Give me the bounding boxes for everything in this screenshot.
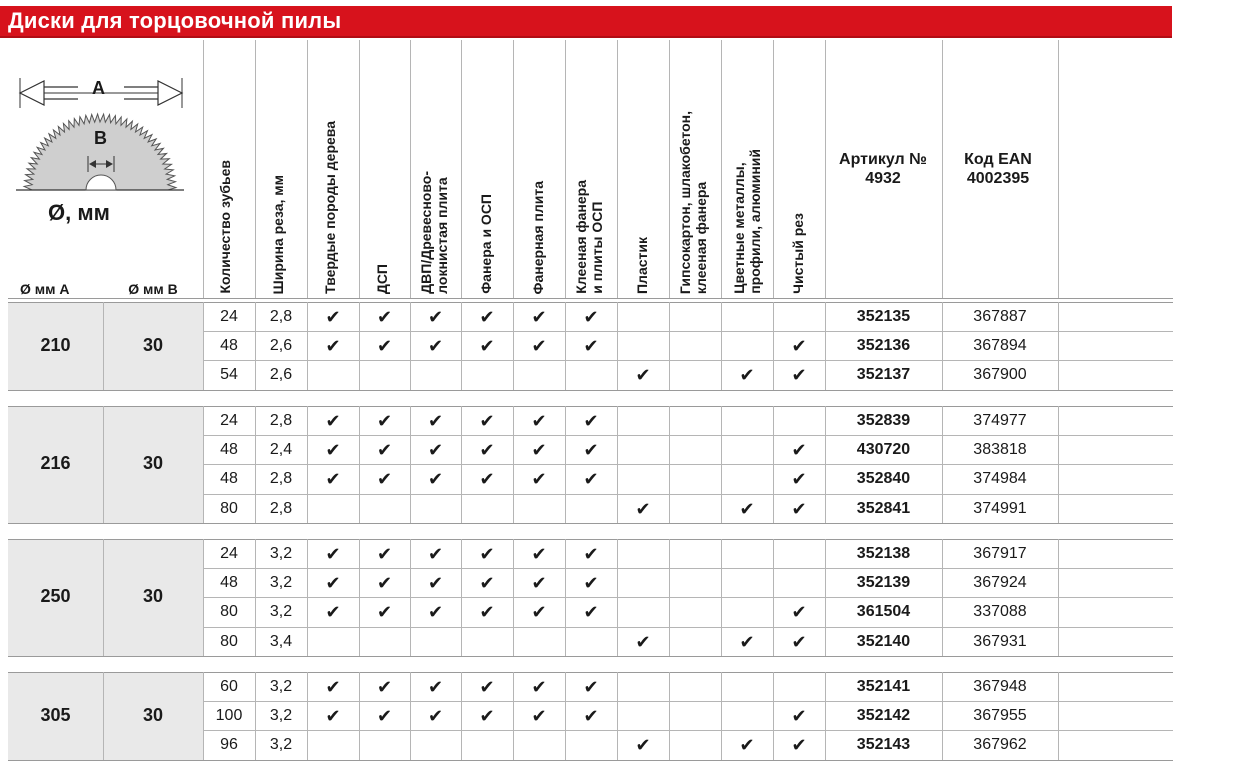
check-icon: ✔	[531, 544, 547, 564]
check-icon: ✔	[583, 307, 599, 327]
page-title: Диски для торцовочной пилы	[8, 8, 342, 33]
article-number: 352141	[856, 678, 911, 695]
check-icon: ✔	[376, 440, 393, 461]
diameter-a-value: 250	[40, 586, 71, 607]
teeth-count: 80	[220, 632, 238, 650]
header-dvp-line2: локнистая плита	[434, 177, 450, 294]
kerf-width: 3,4	[269, 632, 293, 650]
check-icon: ✔	[427, 307, 444, 327]
kerf-width: 3,2	[269, 678, 293, 695]
check-icon: ✔	[531, 440, 547, 461]
check-icon: ✔	[791, 735, 807, 756]
check-icon: ✔	[791, 602, 807, 623]
diameter-b-value: 30	[142, 586, 164, 607]
teeth-count: 24	[220, 308, 238, 325]
check-icon: ✔	[791, 469, 807, 490]
teeth-count: 96	[220, 736, 238, 754]
kerf-width: 2,6	[269, 366, 293, 384]
check-icon: ✔	[583, 411, 599, 431]
teeth-count: 60	[220, 678, 238, 695]
dimension-a-label: A	[92, 78, 105, 98]
check-icon: ✔	[635, 735, 651, 756]
dimension-b-label: B	[94, 128, 107, 148]
header-metals	[731, 149, 763, 294]
check-icon: ✔	[427, 706, 444, 727]
header-plywood-osp: Фанера и ОСП	[478, 194, 494, 294]
ean-code: 374984	[973, 470, 1027, 488]
check-icon: ✔	[479, 307, 495, 327]
check-icon: ✔	[479, 677, 495, 697]
check-icon: ✔	[531, 573, 547, 594]
check-icon: ✔	[635, 498, 651, 519]
check-icon: ✔	[739, 631, 755, 652]
header-dsp: ДСП	[374, 263, 390, 294]
header-gypsum-line2: клееная фанера	[693, 181, 709, 294]
header-dvp	[418, 171, 450, 294]
article-number: 352142	[856, 707, 911, 725]
ean-code: 374977	[973, 412, 1027, 429]
teeth-count: 48	[220, 441, 238, 459]
diameter-group	[8, 302, 1173, 390]
teeth-count: 48	[220, 470, 238, 488]
check-icon: ✔	[479, 440, 495, 461]
kerf-width: 2,4	[269, 441, 293, 459]
kerf-width: 3,2	[269, 574, 293, 592]
ean-code: 367887	[973, 308, 1027, 325]
diameter-group	[8, 539, 1173, 656]
blade-diagram	[10, 72, 190, 225]
check-icon: ✔	[427, 440, 444, 461]
check-icon: ✔	[325, 544, 341, 564]
check-icon: ✔	[427, 336, 444, 357]
check-icon: ✔	[531, 411, 547, 431]
article-number: 361504	[856, 603, 911, 621]
diameter-label: Ø, мм	[48, 200, 110, 225]
header-plywood-board: Фанерная плита	[530, 180, 546, 294]
check-icon: ✔	[427, 602, 444, 623]
kerf-width: 2,8	[269, 308, 293, 325]
diameter-group	[8, 672, 1173, 760]
check-icon: ✔	[791, 440, 807, 461]
header-dvp-line1: ДВП/Древесново-	[418, 171, 434, 294]
check-icon: ✔	[479, 602, 495, 623]
check-icon: ✔	[583, 440, 599, 461]
header-clean-cut: Чистый рез	[790, 213, 806, 294]
teeth-count: 48	[220, 337, 238, 355]
ean-code: 367955	[973, 707, 1027, 725]
teeth-count: 48	[220, 574, 238, 592]
header-article-line2: 4932	[865, 170, 901, 187]
header-article-line1: Артикул №	[839, 151, 927, 168]
column-header-dia-b: Ø мм B	[128, 281, 178, 297]
check-icon: ✔	[376, 602, 393, 623]
header-gypsum	[677, 111, 709, 294]
check-icon: ✔	[376, 677, 393, 697]
check-icon: ✔	[376, 469, 393, 490]
kerf-width: 2,8	[269, 499, 293, 517]
article-number: 352140	[856, 632, 911, 650]
column-header-dia-a: Ø мм A	[20, 281, 70, 297]
check-icon: ✔	[376, 706, 393, 727]
article-number: 352139	[856, 574, 911, 592]
diameter-a-value: 216	[40, 453, 71, 474]
check-icon: ✔	[531, 602, 547, 623]
header-ean	[942, 150, 1054, 188]
header-ean-line1: Код EAN	[964, 151, 1032, 168]
check-icon: ✔	[427, 411, 444, 431]
teeth-count: 24	[220, 412, 238, 429]
check-icon: ✔	[583, 469, 599, 490]
ean-code: 367924	[973, 574, 1027, 592]
check-icon: ✔	[325, 469, 341, 490]
check-icon: ✔	[325, 573, 341, 594]
diameter-a-value: 210	[40, 334, 71, 355]
check-icon: ✔	[376, 336, 393, 357]
header-gypsum-line1: Гипсокартон, шлакобетон,	[677, 110, 693, 294]
ean-code: 367931	[973, 632, 1027, 650]
kerf-width: 3,2	[269, 545, 293, 562]
title-bar	[0, 6, 1172, 38]
check-icon: ✔	[583, 336, 599, 357]
header-plastic: Пластик	[634, 237, 650, 294]
article-number: 430720	[856, 441, 911, 459]
check-icon: ✔	[376, 544, 393, 564]
check-icon: ✔	[739, 735, 755, 756]
check-icon: ✔	[479, 411, 495, 431]
check-icon: ✔	[531, 677, 547, 697]
header-metals-line1: Цветные металлы,	[731, 162, 747, 294]
header-teeth: Количество зубьев	[217, 160, 233, 294]
check-icon: ✔	[479, 706, 495, 727]
header-glued-line2: и плиты ОСП	[589, 201, 605, 294]
check-icon: ✔	[583, 544, 599, 564]
header-metals-line2: профили, алюминий	[747, 149, 763, 294]
article-number: 352135	[856, 308, 911, 325]
header-ean-line2: 4002395	[966, 170, 1030, 187]
check-icon: ✔	[427, 469, 444, 490]
check-icon: ✔	[325, 336, 341, 357]
check-icon: ✔	[325, 602, 341, 623]
kerf-width: 2,6	[269, 337, 293, 355]
teeth-count: 80	[220, 603, 238, 621]
diameter-b-value: 30	[142, 704, 164, 725]
diameter-b-value: 30	[142, 453, 164, 474]
article-number: 352137	[856, 366, 911, 384]
check-icon: ✔	[325, 677, 341, 697]
check-icon: ✔	[325, 440, 341, 461]
kerf-width: 2,8	[269, 412, 293, 429]
article-number: 352839	[856, 412, 911, 429]
check-icon: ✔	[479, 336, 495, 357]
header-glued-line1: Клееная фанера	[573, 180, 589, 294]
check-icon: ✔	[739, 498, 755, 519]
check-icon: ✔	[531, 307, 547, 327]
article-number: 352841	[856, 499, 911, 517]
check-icon: ✔	[325, 411, 341, 431]
ean-code: 367948	[973, 678, 1027, 695]
ean-code: 367917	[973, 545, 1027, 562]
article-number: 352136	[856, 337, 911, 355]
teeth-count: 100	[215, 707, 243, 725]
check-icon: ✔	[479, 573, 495, 594]
diameter-a-value: 305	[40, 704, 71, 725]
diameter-b-value: 30	[142, 334, 164, 355]
check-icon: ✔	[791, 631, 807, 652]
ean-code: 367900	[973, 366, 1027, 384]
check-icon: ✔	[531, 706, 547, 727]
check-icon: ✔	[583, 602, 599, 623]
check-icon: ✔	[376, 573, 393, 594]
teeth-count: 80	[220, 499, 238, 517]
check-icon: ✔	[427, 677, 444, 697]
check-icon: ✔	[479, 469, 495, 490]
check-icon: ✔	[325, 307, 341, 327]
check-icon: ✔	[325, 706, 341, 727]
diameter-group	[8, 406, 1173, 523]
check-icon: ✔	[791, 365, 807, 386]
ean-code: 367962	[973, 736, 1027, 754]
check-icon: ✔	[376, 411, 393, 431]
header-glued	[573, 180, 605, 294]
ean-code: 337088	[973, 603, 1027, 621]
check-icon: ✔	[635, 631, 651, 652]
check-icon: ✔	[583, 573, 599, 594]
teeth-count: 24	[220, 545, 238, 562]
teeth-count: 54	[220, 366, 238, 384]
article-number: 352138	[856, 545, 911, 562]
check-icon: ✔	[531, 336, 547, 357]
header-kerf: Ширина реза, мм	[270, 174, 286, 294]
check-icon: ✔	[427, 573, 444, 594]
check-icon: ✔	[791, 498, 807, 519]
kerf-width: 3,2	[269, 603, 293, 621]
ean-code: 383818	[973, 441, 1027, 459]
header-hardwood: Твердые породы дерева	[322, 121, 338, 294]
check-icon: ✔	[635, 365, 651, 386]
check-icon: ✔	[583, 677, 599, 697]
ean-code: 367894	[973, 337, 1027, 355]
check-icon: ✔	[583, 706, 599, 727]
kerf-width: 2,8	[269, 470, 293, 488]
ean-code: 374991	[973, 499, 1027, 517]
check-icon: ✔	[531, 469, 547, 490]
kerf-width: 3,2	[269, 707, 293, 725]
check-icon: ✔	[791, 336, 807, 357]
article-number: 352840	[856, 470, 911, 488]
check-icon: ✔	[427, 544, 444, 564]
article-number: 352143	[856, 736, 911, 754]
header-article	[824, 150, 942, 188]
check-icon: ✔	[479, 544, 495, 564]
check-icon: ✔	[791, 706, 807, 727]
kerf-width: 3,2	[269, 736, 293, 754]
check-icon: ✔	[376, 307, 393, 327]
check-icon: ✔	[739, 365, 755, 386]
